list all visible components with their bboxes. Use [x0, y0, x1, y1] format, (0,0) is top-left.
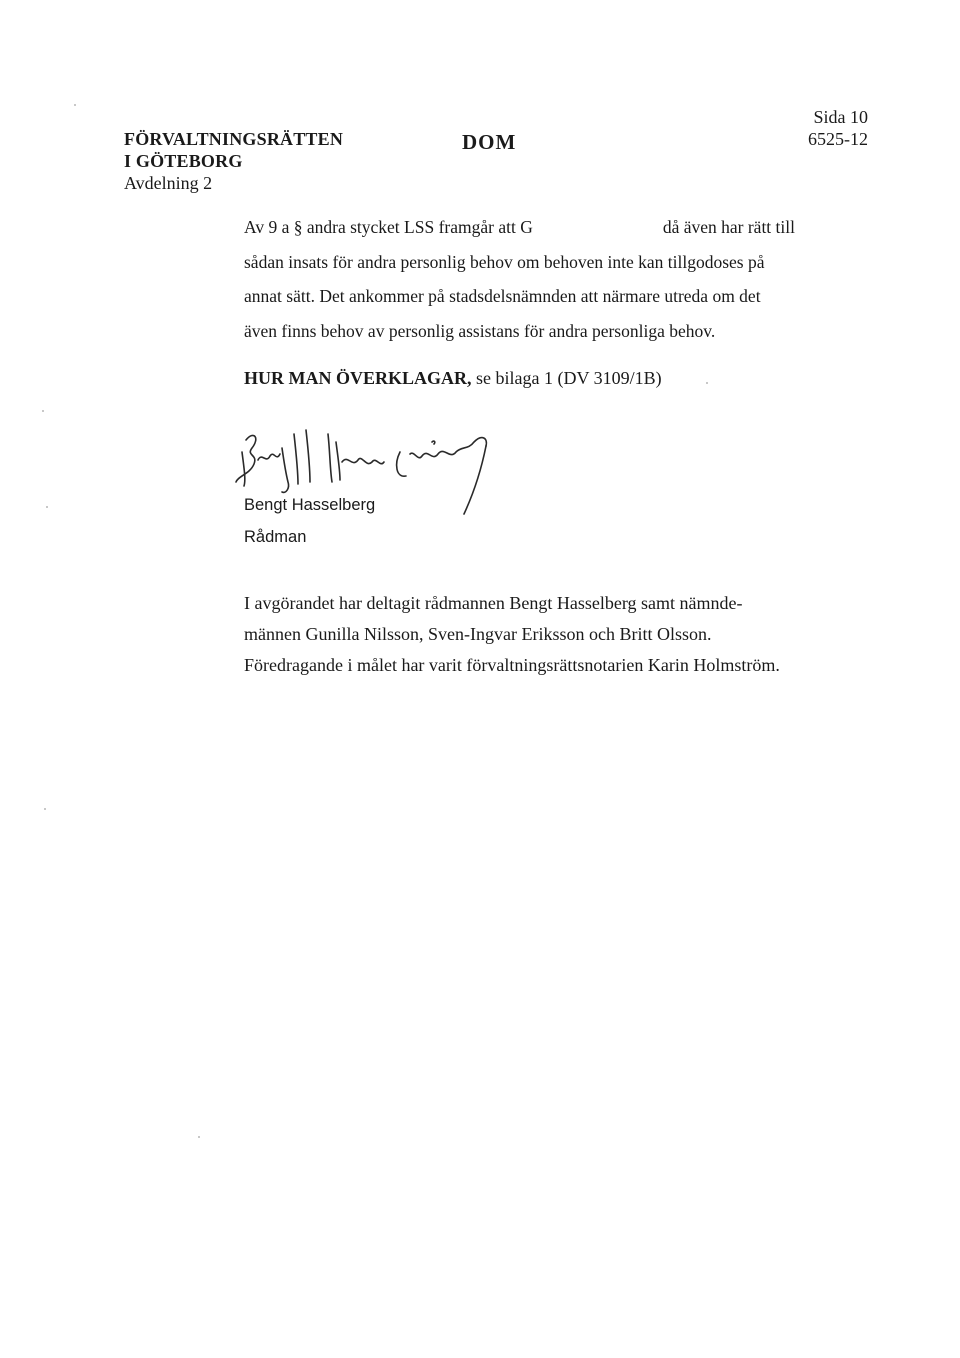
body-paragraph: [244, 210, 804, 348]
case-number: 6525-12: [808, 129, 868, 149]
court-name-line1: FÖRVALTNINGSRÄTTEN: [124, 129, 344, 149]
court-division: Avdelning 2: [124, 173, 213, 193]
panel-line-3: Föredragande i målet har varit förvaltningsrättsnotarien Karin Holmström.: [244, 655, 780, 675]
panel-line-2: männen Gunilla Nilsson, Sven-Ingvar Eriksson och Britt Olsson.: [244, 624, 712, 644]
panel-paragraph: [244, 588, 780, 681]
panel-line-1: I avgörandet har deltagit rådmannen Bengt Hasselberg samt nämnde-: [244, 593, 743, 613]
body-line-3: annat sätt. Det ankommer på stadsdelsnämnden att närmare utreda om det: [244, 286, 761, 306]
scan-speck: [46, 506, 48, 508]
appeal-instructions: [244, 368, 662, 389]
signer-name: Bengt Hasselberg: [244, 496, 376, 514]
body-line-1: [244, 210, 804, 245]
court-header: [124, 128, 343, 194]
scan-speck: [706, 382, 708, 384]
appeal-heading: HUR MAN ÖVERKLAGAR,: [244, 368, 472, 388]
scan-speck: [198, 1136, 200, 1138]
court-name-line2: I GÖTEBORG: [124, 151, 243, 171]
document-type: DOM: [462, 130, 517, 154]
scan-speck: [42, 410, 44, 412]
scan-speck: [74, 104, 76, 106]
signer-title: Rådman: [244, 528, 307, 546]
body-line-2: sådan insats för andra personlig behov om behoven inte kan tillgodoses på: [244, 251, 765, 272]
page-info: [808, 106, 868, 150]
page-number: Sida 10: [813, 107, 868, 127]
body-line-1-end: då även har rätt till: [662, 217, 795, 237]
body-line-4: även finns behov av personlig assistans för andra personliga behov.: [244, 320, 716, 341]
scan-speck: [44, 808, 46, 810]
appeal-text: se bilaga 1 (DV 3109/1B): [471, 368, 662, 388]
body-line-1-start: Av 9 a § andra stycket LSS framgår att G: [244, 217, 533, 237]
